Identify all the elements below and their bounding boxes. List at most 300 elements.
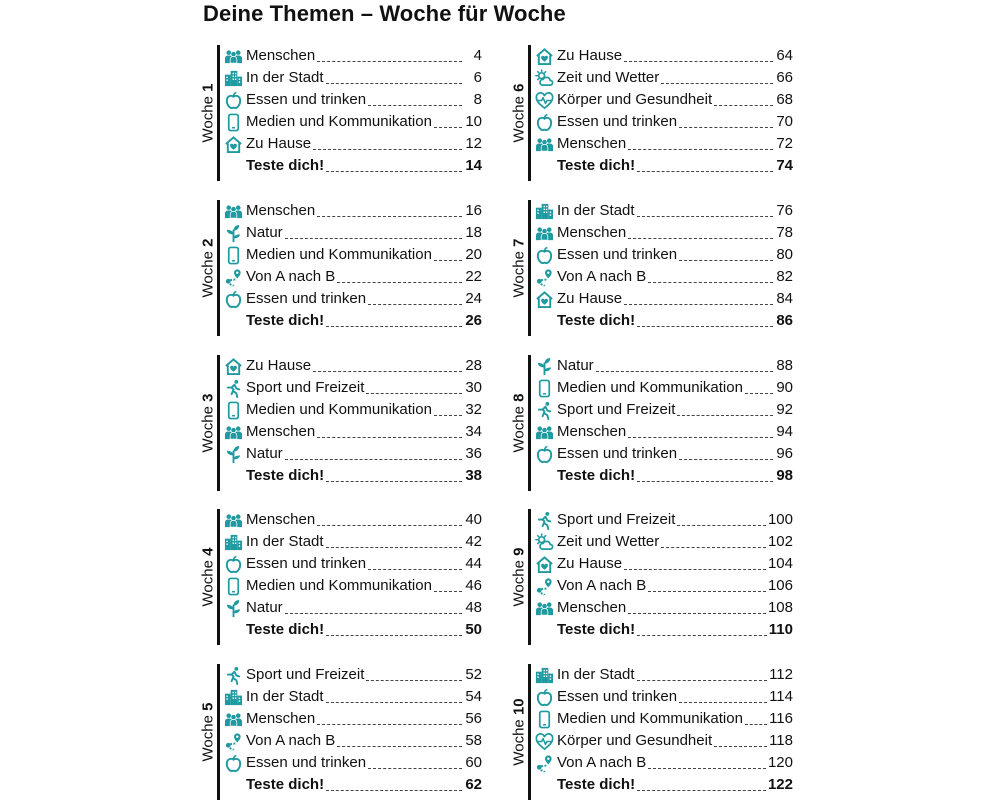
leader-dots — [714, 105, 773, 106]
topic-entry[interactable] — [223, 89, 482, 111]
topic-entry[interactable] — [223, 222, 482, 244]
topic-label: Zu Hause — [557, 555, 623, 572]
topic-entry[interactable] — [223, 67, 482, 89]
page-number: 52 — [465, 666, 482, 683]
topic-list — [534, 200, 793, 332]
topic-label: Essen und trinken — [246, 754, 367, 771]
leader-dots — [285, 613, 462, 614]
page-number: 114 — [769, 688, 793, 705]
topic-label: Essen und trinken — [557, 688, 678, 705]
topic-entry[interactable] — [534, 686, 793, 708]
week-word: Woche — [510, 401, 528, 453]
week-block — [512, 509, 794, 645]
page-number: 116 — [769, 710, 793, 727]
topic-entry[interactable] — [223, 553, 482, 575]
page-number: 26 — [465, 312, 482, 329]
topic-label: Menschen — [246, 47, 316, 64]
page-number: 120 — [767, 754, 793, 771]
week-block — [512, 200, 794, 336]
plant-icon — [534, 356, 554, 376]
leader-dots — [628, 238, 773, 239]
topic-entry[interactable] — [223, 288, 482, 310]
week-block — [201, 200, 483, 336]
topic-label: Medien und Kommunikation — [246, 246, 432, 263]
week-divider — [217, 664, 220, 800]
leader-dots — [317, 61, 462, 62]
plant-icon — [223, 444, 243, 464]
leader-dots — [317, 437, 462, 438]
topic-label: Medien und Kommunikation — [246, 401, 432, 418]
week-label — [201, 664, 215, 800]
people-icon — [534, 422, 554, 442]
week-block — [512, 664, 794, 800]
topic-label: Menschen — [246, 511, 316, 528]
test-entry[interactable] — [223, 774, 482, 796]
runner-icon — [534, 510, 554, 530]
page-number: 34 — [465, 423, 482, 440]
page-number: 16 — [465, 202, 482, 219]
week-block — [201, 509, 483, 645]
page-number: 74 — [776, 157, 793, 174]
page-number: 76 — [776, 202, 793, 219]
leader-dots — [679, 260, 773, 261]
leader-dots — [366, 680, 462, 681]
topic-label: Sport und Freizeit — [246, 666, 365, 683]
leader-dots — [637, 790, 766, 791]
topic-label: Menschen — [246, 710, 316, 727]
week-number: 6 — [510, 83, 528, 92]
week-word: Woche — [199, 401, 217, 453]
week-word: Woche — [510, 715, 528, 766]
topic-entry[interactable] — [223, 664, 482, 686]
leader-dots — [366, 393, 462, 394]
topic-entry[interactable] — [223, 708, 482, 730]
leader-dots — [637, 635, 767, 636]
week-label — [512, 45, 526, 181]
week-divider — [217, 355, 220, 491]
topic-entry[interactable] — [223, 377, 482, 399]
city-icon — [223, 532, 243, 552]
leader-dots — [368, 768, 462, 769]
topic-label: Zeit und Wetter — [557, 69, 660, 86]
week-word: Woche — [199, 710, 217, 762]
topic-entry[interactable] — [223, 575, 482, 597]
week-number: 7 — [510, 238, 528, 247]
week-block — [201, 45, 483, 181]
leader-dots — [313, 371, 462, 372]
weather-icon — [534, 532, 554, 552]
topic-label: In der Stadt — [557, 666, 635, 683]
page-number: 36 — [465, 445, 482, 462]
page-number: 32 — [465, 401, 482, 418]
topic-entry[interactable] — [223, 686, 482, 708]
leader-dots — [637, 326, 773, 327]
topic-list — [534, 509, 793, 641]
topic-label: In der Stadt — [246, 688, 324, 705]
page-number: 66 — [776, 69, 793, 86]
topic-list — [223, 664, 482, 796]
leader-dots — [661, 83, 773, 84]
topic-label: Von A nach B — [557, 268, 647, 285]
test-entry[interactable] — [223, 465, 482, 487]
route-icon — [534, 576, 554, 596]
week-word: Woche — [199, 91, 217, 143]
leader-dots — [677, 415, 773, 416]
week-label — [201, 45, 215, 181]
house-icon — [223, 134, 243, 154]
topic-entry[interactable] — [534, 509, 793, 531]
leader-dots — [714, 746, 767, 747]
page-number: 10 — [465, 113, 482, 130]
topic-label: Natur — [246, 224, 283, 241]
week-word: Woche — [510, 91, 528, 143]
leader-dots — [368, 569, 462, 570]
leader-dots — [679, 127, 773, 128]
city-icon — [223, 687, 243, 707]
topic-entry[interactable] — [534, 244, 793, 266]
topic-label: Körper und Gesundheit — [557, 732, 713, 749]
page-number: 64 — [776, 47, 793, 64]
page-number: 22 — [465, 268, 482, 285]
test-entry[interactable] — [534, 155, 793, 177]
topic-label: Zeit und Wetter — [557, 533, 660, 550]
test-entry[interactable] — [223, 310, 482, 332]
test-entry[interactable] — [223, 619, 482, 641]
week-block — [201, 664, 483, 800]
leader-dots — [637, 171, 773, 172]
page-number: 46 — [465, 577, 482, 594]
page-number: 68 — [776, 91, 793, 108]
topic-label: Sport und Freizeit — [246, 379, 365, 396]
leader-dots — [285, 238, 462, 239]
test-entry[interactable] — [534, 465, 793, 487]
topic-entry[interactable] — [534, 200, 793, 222]
topic-label: Von A nach B — [557, 577, 647, 594]
topic-entry[interactable] — [534, 89, 793, 111]
phone-icon — [223, 576, 243, 596]
topic-label: Medien und Kommunikation — [246, 577, 432, 594]
leader-dots — [637, 680, 768, 681]
phone-icon — [534, 709, 554, 729]
runner-icon — [534, 400, 554, 420]
page-number: 28 — [465, 357, 482, 374]
route-icon — [534, 753, 554, 773]
topic-label: Natur — [557, 357, 594, 374]
week-word: Woche — [199, 555, 217, 607]
page-number: 90 — [776, 379, 793, 396]
test-label: Teste dich! — [557, 467, 636, 484]
topic-entry[interactable] — [534, 553, 793, 575]
leader-dots — [326, 635, 462, 636]
week-block — [512, 45, 794, 181]
topic-label: Von A nach B — [557, 754, 647, 771]
topic-entry[interactable] — [534, 45, 793, 67]
week-divider — [528, 509, 531, 645]
leader-dots — [368, 304, 462, 305]
test-entry[interactable] — [223, 155, 482, 177]
page-number: 18 — [465, 224, 482, 241]
page-number: 110 — [768, 621, 793, 638]
topic-entry[interactable] — [223, 730, 482, 752]
people-icon — [534, 223, 554, 243]
heart-icon — [534, 731, 554, 751]
city-icon — [223, 68, 243, 88]
page-number: 104 — [767, 555, 793, 572]
test-entry[interactable] — [534, 619, 793, 641]
topic-label: Essen und trinken — [557, 246, 678, 263]
leader-dots — [637, 216, 773, 217]
week-label — [201, 355, 215, 491]
page-number: 86 — [776, 312, 793, 329]
topic-entry[interactable] — [223, 597, 482, 619]
topic-label: Essen und trinken — [557, 445, 678, 462]
page-number: 108 — [767, 599, 793, 616]
page-number: 38 — [465, 467, 482, 484]
topic-entry[interactable] — [534, 355, 793, 377]
topic-entry[interactable] — [534, 288, 793, 310]
topic-entry[interactable] — [223, 111, 482, 133]
page-number: 122 — [767, 776, 793, 793]
topic-entry[interactable] — [223, 421, 482, 443]
topic-list — [223, 200, 482, 332]
leader-dots — [677, 525, 766, 526]
topic-label: In der Stadt — [246, 533, 324, 550]
page-number: 12 — [465, 135, 482, 152]
test-label: Teste dich! — [246, 157, 325, 174]
weather-icon — [534, 68, 554, 88]
house-icon — [534, 46, 554, 66]
topic-entry[interactable] — [223, 133, 482, 155]
page-number: 56 — [465, 710, 482, 727]
house-icon — [223, 356, 243, 376]
topic-label: Menschen — [557, 135, 627, 152]
phone-icon — [223, 400, 243, 420]
week-number: 8 — [510, 393, 528, 402]
topic-label: Sport und Freizeit — [557, 511, 676, 528]
plant-icon — [223, 598, 243, 618]
topic-entry[interactable] — [534, 133, 793, 155]
week-block — [201, 355, 483, 491]
plant-icon — [223, 223, 243, 243]
topic-label: Essen und trinken — [246, 290, 367, 307]
leader-dots — [661, 547, 766, 548]
topic-list — [534, 664, 793, 796]
topic-entry[interactable] — [534, 399, 793, 421]
week-label — [201, 200, 215, 336]
topic-entry[interactable] — [534, 111, 793, 133]
people-icon — [223, 709, 243, 729]
page-number: 14 — [465, 157, 482, 174]
topic-entry[interactable] — [534, 752, 793, 774]
page-number: 62 — [465, 776, 482, 793]
topic-entry[interactable] — [534, 531, 793, 553]
week-block — [512, 355, 794, 491]
page-number: 8 — [473, 91, 482, 108]
page-number: 40 — [465, 511, 482, 528]
topic-label: Zu Hause — [557, 47, 623, 64]
topic-entry[interactable] — [534, 266, 793, 288]
topic-entry[interactable] — [223, 355, 482, 377]
topic-entry[interactable] — [534, 421, 793, 443]
leader-dots — [624, 61, 773, 62]
leader-dots — [313, 149, 462, 150]
topic-entry[interactable] — [534, 575, 793, 597]
route-icon — [534, 267, 554, 287]
week-word: Woche — [510, 246, 528, 298]
topic-label: Von A nach B — [246, 268, 336, 285]
leader-dots — [679, 702, 767, 703]
test-entry[interactable] — [534, 774, 793, 796]
week-label — [512, 664, 526, 800]
leader-dots — [648, 591, 766, 592]
people-icon — [534, 134, 554, 154]
week-word: Woche — [199, 246, 217, 298]
topic-label: Menschen — [557, 599, 627, 616]
topic-entry[interactable] — [223, 509, 482, 531]
topic-entry[interactable] — [534, 664, 793, 686]
runner-icon — [223, 378, 243, 398]
week-number: 3 — [199, 393, 217, 402]
page-number: 98 — [776, 467, 793, 484]
apple-icon — [223, 289, 243, 309]
week-divider — [217, 200, 220, 336]
phone-icon — [534, 378, 554, 398]
topic-label: Menschen — [557, 224, 627, 241]
heart-icon — [534, 90, 554, 110]
topic-entry[interactable] — [223, 443, 482, 465]
page-number: 88 — [776, 357, 793, 374]
topic-entry[interactable] — [534, 708, 793, 730]
page-number: 6 — [473, 69, 482, 86]
page-number: 94 — [776, 423, 793, 440]
topic-label: Essen und trinken — [557, 113, 678, 130]
test-label: Teste dich! — [246, 621, 325, 638]
page-number: 106 — [767, 577, 793, 594]
page-number: 78 — [776, 224, 793, 241]
page-number: 118 — [769, 732, 793, 749]
topic-label: Sport und Freizeit — [557, 401, 676, 418]
apple-icon — [223, 753, 243, 773]
page-number: 60 — [465, 754, 482, 771]
test-label: Teste dich! — [557, 776, 636, 793]
leader-dots — [434, 127, 462, 128]
leader-dots — [596, 371, 773, 372]
apple-icon — [534, 112, 554, 132]
topic-label: Medien und Kommunikation — [557, 379, 743, 396]
topic-label: Zu Hause — [557, 290, 623, 307]
leader-dots — [337, 746, 462, 747]
topic-label: Natur — [246, 445, 283, 462]
page-number: 24 — [465, 290, 482, 307]
week-number: 5 — [199, 702, 217, 711]
topic-list — [223, 45, 482, 177]
week-divider — [528, 664, 531, 800]
topic-entry[interactable] — [223, 752, 482, 774]
test-label: Teste dich! — [246, 776, 325, 793]
people-icon — [223, 422, 243, 442]
leader-dots — [326, 547, 462, 548]
topic-entry[interactable] — [534, 730, 793, 752]
house-icon — [534, 554, 554, 574]
topic-entry[interactable] — [223, 200, 482, 222]
apple-icon — [534, 245, 554, 265]
page-number: 84 — [776, 290, 793, 307]
week-number: 9 — [510, 547, 528, 556]
runner-icon — [223, 665, 243, 685]
page-number: 4 — [473, 47, 482, 64]
leader-dots — [624, 304, 773, 305]
test-label: Teste dich! — [246, 467, 325, 484]
topic-entry[interactable] — [534, 377, 793, 399]
leader-dots — [745, 393, 773, 394]
test-label: Teste dich! — [557, 621, 636, 638]
page-number: 58 — [465, 732, 482, 749]
topic-entry[interactable] — [534, 222, 793, 244]
week-word: Woche — [510, 555, 528, 607]
topic-label: Medien und Kommunikation — [246, 113, 432, 130]
topic-label: Essen und trinken — [246, 91, 367, 108]
leader-dots — [637, 481, 773, 482]
phone-icon — [223, 112, 243, 132]
leader-dots — [326, 326, 462, 327]
week-divider — [217, 45, 220, 181]
phone-icon — [223, 245, 243, 265]
leader-dots — [326, 790, 462, 791]
week-label — [201, 509, 215, 645]
page-number: 70 — [776, 113, 793, 130]
topic-list — [534, 45, 793, 177]
topic-label: Essen und trinken — [246, 555, 367, 572]
page-number: 82 — [776, 268, 793, 285]
page-number: 80 — [776, 246, 793, 263]
topic-label: Menschen — [246, 423, 316, 440]
city-icon — [534, 665, 554, 685]
people-icon — [223, 46, 243, 66]
city-icon — [534, 201, 554, 221]
leader-dots — [317, 525, 462, 526]
leader-dots — [745, 724, 767, 725]
topic-entry[interactable] — [223, 399, 482, 421]
topic-entry[interactable] — [534, 443, 793, 465]
week-label — [512, 200, 526, 336]
people-icon — [223, 510, 243, 530]
leader-dots — [326, 171, 462, 172]
test-label: Teste dich! — [557, 312, 636, 329]
page-number: 42 — [465, 533, 482, 550]
topic-entry[interactable] — [534, 67, 793, 89]
topic-entry[interactable] — [534, 597, 793, 619]
route-icon — [223, 731, 243, 751]
leader-dots — [285, 459, 462, 460]
week-label — [512, 509, 526, 645]
topic-entry[interactable] — [223, 45, 482, 67]
topic-entry[interactable] — [223, 266, 482, 288]
week-number: 4 — [199, 547, 217, 556]
topic-entry[interactable] — [223, 244, 482, 266]
topic-label: Körper und Gesundheit — [557, 91, 713, 108]
week-number: 10 — [510, 698, 528, 716]
topic-entry[interactable] — [223, 531, 482, 553]
page-number: 44 — [465, 555, 482, 572]
leader-dots — [648, 768, 766, 769]
leader-dots — [628, 613, 766, 614]
leader-dots — [434, 260, 462, 261]
test-entry[interactable] — [534, 310, 793, 332]
week-number: 2 — [199, 238, 217, 247]
people-icon — [223, 201, 243, 221]
page-number: 92 — [776, 401, 793, 418]
page-number: 102 — [767, 533, 793, 550]
